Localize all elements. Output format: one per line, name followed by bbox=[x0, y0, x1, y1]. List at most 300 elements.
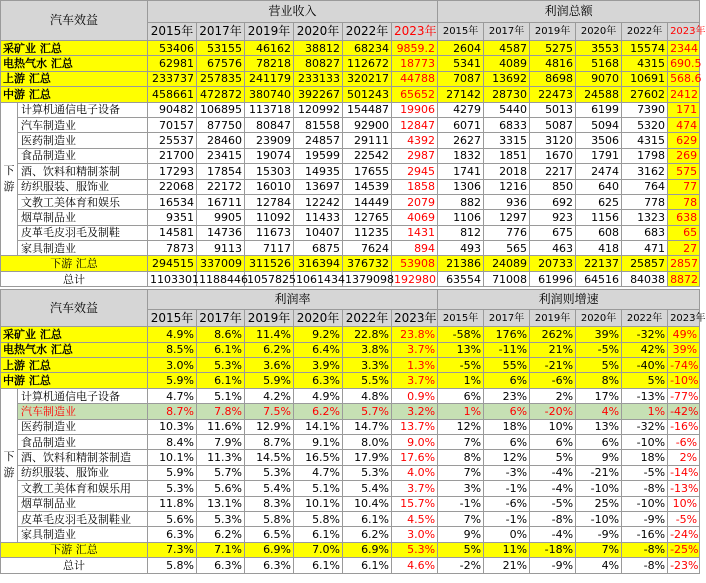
table-cell: 17293 bbox=[148, 164, 197, 179]
table-cell: 257835 bbox=[197, 71, 245, 86]
table-cell: 7087 bbox=[438, 71, 484, 86]
row-label: 纺织服装、服饰业 bbox=[18, 179, 148, 194]
year-header: 2017年 bbox=[484, 23, 530, 41]
table-cell: 6.1% bbox=[343, 558, 392, 573]
table-cell: 21% bbox=[530, 342, 576, 357]
table-cell: 269 bbox=[668, 148, 700, 163]
year-header: 2017年 bbox=[197, 23, 245, 41]
table-cell: 380740 bbox=[245, 87, 294, 102]
table-cell: 6.1% bbox=[197, 342, 245, 357]
table-row bbox=[1, 117, 700, 132]
table-cell: 7.1% bbox=[197, 542, 245, 557]
table-cell: -21% bbox=[530, 358, 576, 373]
table-cell: 5.3% bbox=[148, 481, 197, 496]
table-cell: 25% bbox=[576, 496, 622, 511]
table-cell: 3.7% bbox=[392, 342, 438, 357]
table-cell: 13697 bbox=[294, 179, 343, 194]
table-cell: 1791 bbox=[576, 148, 622, 163]
year-header: 2020年 bbox=[294, 23, 343, 41]
table-cell: 22473 bbox=[530, 87, 576, 102]
table-cell: 10691 bbox=[622, 71, 668, 86]
table-cell: 5.6% bbox=[197, 481, 245, 496]
table-cell: 13.7% bbox=[392, 419, 438, 434]
table-cell: 38812 bbox=[294, 41, 343, 56]
table-cell: -77% bbox=[668, 388, 700, 403]
table-cell: 11673 bbox=[245, 225, 294, 240]
table-cell: 22172 bbox=[197, 179, 245, 194]
table-row bbox=[1, 225, 700, 240]
table-cell: 14935 bbox=[294, 164, 343, 179]
table-cell: 25857 bbox=[622, 256, 668, 271]
table-cell: 7624 bbox=[343, 241, 392, 256]
table-cell: 10% bbox=[530, 419, 576, 434]
table-cell: 4069 bbox=[392, 210, 438, 225]
table-cell: 7.3% bbox=[148, 542, 197, 557]
table-cell: 7.8% bbox=[197, 404, 245, 419]
table-cell: 7873 bbox=[148, 241, 197, 256]
table-cell: 13692 bbox=[484, 71, 530, 86]
table-cell: -1% bbox=[484, 481, 530, 496]
table-cell: 1106 bbox=[438, 210, 484, 225]
table1-group-revenue: 营业收入 bbox=[148, 1, 438, 23]
table-cell: 8% bbox=[438, 450, 484, 465]
table-cell: 4.7% bbox=[294, 465, 343, 480]
table-cell: 24588 bbox=[576, 87, 622, 102]
profit-margin-table-bottom bbox=[0, 289, 706, 573]
table-row bbox=[1, 194, 700, 209]
table-cell: 6.1% bbox=[343, 511, 392, 526]
table-cell: 4315 bbox=[622, 133, 668, 148]
table-cell: -16% bbox=[668, 419, 700, 434]
table-cell: 6833 bbox=[484, 117, 530, 132]
table-row bbox=[1, 102, 700, 117]
table-cell: -18% bbox=[530, 542, 576, 557]
year-header: 2023年 bbox=[668, 310, 700, 327]
table-cell: 22137 bbox=[576, 256, 622, 271]
table-cell: 9.2% bbox=[294, 327, 343, 342]
table-cell: 5.3% bbox=[392, 542, 438, 557]
table-cell: -3% bbox=[484, 465, 530, 480]
table-cell: 10.1% bbox=[294, 496, 343, 511]
table-cell: -11% bbox=[484, 342, 530, 357]
table-row bbox=[1, 511, 700, 526]
table-cell: 9% bbox=[438, 527, 484, 542]
table-cell: 5.9% bbox=[245, 373, 294, 388]
table-cell: 3162 bbox=[622, 164, 668, 179]
table-cell: 2079 bbox=[392, 194, 438, 209]
table-cell: 9859.2 bbox=[392, 41, 438, 56]
row-label: 采矿业 汇总 bbox=[1, 41, 148, 56]
table-cell: 44788 bbox=[392, 71, 438, 86]
table-cell: 1% bbox=[438, 373, 484, 388]
table-cell: 49% bbox=[668, 327, 700, 342]
table-cell: 1306 bbox=[438, 179, 484, 194]
table-cell: -5% bbox=[438, 358, 484, 373]
table-cell: -1% bbox=[484, 511, 530, 526]
row-label: 酒、饮料和精制茶制 bbox=[18, 164, 148, 179]
table-cell: 6875 bbox=[294, 241, 343, 256]
table-cell: 5.8% bbox=[148, 558, 197, 573]
row-label: 上游 汇总 bbox=[1, 71, 148, 86]
table-cell: 113718 bbox=[245, 102, 294, 117]
table-cell: 458661 bbox=[148, 87, 197, 102]
table-cell: 5.8% bbox=[294, 511, 343, 526]
table-cell: 5275 bbox=[530, 41, 576, 56]
table-cell: 23.8% bbox=[392, 327, 438, 342]
table-cell: 6% bbox=[530, 434, 576, 449]
table-cell: 13% bbox=[576, 419, 622, 434]
table-cell: 20733 bbox=[530, 256, 576, 271]
table-cell: 4587 bbox=[484, 41, 530, 56]
year-header: 2020年 bbox=[576, 23, 622, 41]
table-cell: 690.5 bbox=[668, 56, 700, 71]
table-cell: 21700 bbox=[148, 148, 197, 163]
table-cell: 0% bbox=[484, 527, 530, 542]
row-label: 文教工美体育和娱乐 bbox=[18, 194, 148, 209]
table-cell: 5087 bbox=[530, 117, 576, 132]
table-cell: 80847 bbox=[245, 117, 294, 132]
table-cell: 337009 bbox=[197, 256, 245, 271]
table-cell: 8% bbox=[576, 373, 622, 388]
table-cell: 22068 bbox=[148, 179, 197, 194]
table-cell: 5320 bbox=[622, 117, 668, 132]
row-label: 计算机通信电子设备 bbox=[18, 102, 148, 117]
table-cell: 18773 bbox=[392, 56, 438, 71]
table-cell: -4% bbox=[530, 527, 576, 542]
table-cell: 17% bbox=[576, 388, 622, 403]
table-cell: 154487 bbox=[343, 102, 392, 117]
table-cell: 19599 bbox=[294, 148, 343, 163]
table-cell: 14.5% bbox=[245, 450, 294, 465]
table-cell: 9351 bbox=[148, 210, 197, 225]
table-row bbox=[1, 358, 700, 373]
year-header: 2019年 bbox=[530, 310, 576, 327]
table-cell: 11235 bbox=[343, 225, 392, 240]
table-row bbox=[1, 71, 700, 86]
row-label: 总计 bbox=[1, 558, 148, 573]
table-cell: 7% bbox=[438, 511, 484, 526]
table-cell: 4089 bbox=[484, 56, 530, 71]
table-cell: 46162 bbox=[245, 41, 294, 56]
table-cell: -32% bbox=[622, 327, 668, 342]
row-label: 采矿业 汇总 bbox=[1, 327, 148, 342]
table-cell: 10407 bbox=[294, 225, 343, 240]
table-cell: 68234 bbox=[343, 41, 392, 56]
table-cell: -5% bbox=[576, 342, 622, 357]
table-cell: 3% bbox=[438, 481, 484, 496]
row-label: 医药制造业 bbox=[18, 419, 148, 434]
table-cell: 4.9% bbox=[148, 327, 197, 342]
table-cell: 5.3% bbox=[343, 465, 392, 480]
table-cell: -10% bbox=[668, 373, 700, 388]
row-label: 医药制造业 bbox=[18, 133, 148, 148]
table-cell: 5.7% bbox=[197, 465, 245, 480]
table-cell: -14% bbox=[668, 465, 700, 480]
table-cell: 5.7% bbox=[343, 404, 392, 419]
table-cell: 8.0% bbox=[343, 434, 392, 449]
year-header: 2022年 bbox=[622, 23, 668, 41]
table-cell: -10% bbox=[576, 481, 622, 496]
table-cell: 474 bbox=[668, 117, 700, 132]
table-cell: 6199 bbox=[576, 102, 622, 117]
table-cell: 850 bbox=[530, 179, 576, 194]
table-cell: 4.6% bbox=[392, 558, 438, 573]
table-cell: 7% bbox=[438, 465, 484, 480]
table-cell: 5094 bbox=[576, 117, 622, 132]
table-cell: 1188446 bbox=[197, 271, 245, 286]
table-cell: 6% bbox=[576, 434, 622, 449]
table-cell: 22.8% bbox=[343, 327, 392, 342]
table-cell: 7117 bbox=[245, 241, 294, 256]
table-cell: 13.1% bbox=[197, 496, 245, 511]
table-row bbox=[1, 434, 700, 449]
table-cell: 4% bbox=[576, 558, 622, 573]
table-cell: 15303 bbox=[245, 164, 294, 179]
table-cell: 11.8% bbox=[148, 496, 197, 511]
table-cell: 9.0% bbox=[392, 434, 438, 449]
table-cell: 1832 bbox=[438, 148, 484, 163]
table-cell: -4% bbox=[530, 481, 576, 496]
table-cell: 17655 bbox=[343, 164, 392, 179]
table-cell: 6.1% bbox=[294, 558, 343, 573]
table-cell: 501243 bbox=[343, 87, 392, 102]
table-cell: 5% bbox=[530, 450, 576, 465]
table-cell: 18% bbox=[622, 450, 668, 465]
table-cell: 233133 bbox=[294, 71, 343, 86]
table-cell: 11.3% bbox=[197, 450, 245, 465]
table-cell: 262% bbox=[530, 327, 576, 342]
table-cell: 472872 bbox=[197, 87, 245, 102]
table-cell: 6.2% bbox=[343, 527, 392, 542]
table-cell: 80827 bbox=[294, 56, 343, 71]
table-cell: 23909 bbox=[245, 133, 294, 148]
table-cell: 2217 bbox=[530, 164, 576, 179]
table-cell: 14736 bbox=[197, 225, 245, 240]
row-label: 食品制造业 bbox=[18, 148, 148, 163]
year-header: 2015年 bbox=[438, 310, 484, 327]
table-cell: 608 bbox=[576, 225, 622, 240]
table-cell: 23% bbox=[484, 388, 530, 403]
table-cell: 9% bbox=[576, 450, 622, 465]
table-cell: -4% bbox=[530, 465, 576, 480]
table-cell: 14.1% bbox=[294, 419, 343, 434]
table-cell: 27602 bbox=[622, 87, 668, 102]
year-header: 2022年 bbox=[343, 310, 392, 327]
table-cell: 1156 bbox=[576, 210, 622, 225]
table-cell: 18% bbox=[484, 419, 530, 434]
table-cell: 53155 bbox=[197, 41, 245, 56]
table-cell: 5440 bbox=[484, 102, 530, 117]
table-cell: 7% bbox=[438, 434, 484, 449]
table-cell: 27142 bbox=[438, 87, 484, 102]
table-cell: 5.6% bbox=[148, 511, 197, 526]
table2-group-growth: 利润则增速 bbox=[438, 290, 700, 310]
table-cell: 3.2% bbox=[392, 404, 438, 419]
table-cell: 64516 bbox=[576, 271, 622, 286]
table-cell: 463 bbox=[530, 241, 576, 256]
table-cell: 17.6% bbox=[392, 450, 438, 465]
table-cell: 776 bbox=[484, 225, 530, 240]
table-cell: 16711 bbox=[197, 194, 245, 209]
row-label: 酒、饮料和精制茶制造 bbox=[18, 450, 148, 465]
table-cell: 1379098 bbox=[343, 271, 392, 286]
table-cell: 62981 bbox=[148, 56, 197, 71]
table-cell: 4% bbox=[576, 404, 622, 419]
table-cell: 27 bbox=[668, 241, 700, 256]
table-cell: 1851 bbox=[484, 148, 530, 163]
year-header: 2023年 bbox=[668, 23, 700, 41]
table-cell: 71008 bbox=[484, 271, 530, 286]
table-cell: 565 bbox=[484, 241, 530, 256]
row-label: 汽车制造业 bbox=[18, 404, 148, 419]
table-cell: 63554 bbox=[438, 271, 484, 286]
table-cell: 3.7% bbox=[392, 373, 438, 388]
table-cell: 6.4% bbox=[294, 342, 343, 357]
table-cell: 24857 bbox=[294, 133, 343, 148]
table-cell: 19074 bbox=[245, 148, 294, 163]
table-cell: 6% bbox=[484, 434, 530, 449]
table-cell: 3553 bbox=[576, 41, 622, 56]
table-cell: 39% bbox=[576, 327, 622, 342]
table-cell: 812 bbox=[438, 225, 484, 240]
table-cell: 3.0% bbox=[148, 358, 197, 373]
table-cell: 8.5% bbox=[148, 342, 197, 357]
table-cell: 21386 bbox=[438, 256, 484, 271]
table-cell: 9.1% bbox=[294, 434, 343, 449]
table-cell: -6% bbox=[530, 373, 576, 388]
table-cell: 1323 bbox=[622, 210, 668, 225]
table-cell: 2857 bbox=[668, 256, 700, 271]
row-label: 食品制造业 bbox=[18, 434, 148, 449]
year-header: 2017年 bbox=[484, 310, 530, 327]
table-cell: 6.2% bbox=[245, 342, 294, 357]
table-row bbox=[1, 419, 700, 434]
table-cell: 1741 bbox=[438, 164, 484, 179]
table-cell: 92900 bbox=[343, 117, 392, 132]
table-cell: 70157 bbox=[148, 117, 197, 132]
table-cell: 3.0% bbox=[392, 527, 438, 542]
table-cell: 638 bbox=[668, 210, 700, 225]
row-label: 下游 汇总 bbox=[1, 542, 148, 557]
table-cell: 78218 bbox=[245, 56, 294, 71]
row-label: 纺织服装、服饰业 bbox=[18, 465, 148, 480]
table-cell: 4279 bbox=[438, 102, 484, 117]
table-row bbox=[1, 388, 700, 403]
table-cell: 6.3% bbox=[294, 373, 343, 388]
table-cell: 392267 bbox=[294, 87, 343, 102]
row-label: 文教工美体育和娱乐用 bbox=[18, 481, 148, 496]
table-cell: 12242 bbox=[294, 194, 343, 209]
table-cell: 12784 bbox=[245, 194, 294, 209]
table-cell: 9905 bbox=[197, 210, 245, 225]
table-row bbox=[1, 87, 700, 102]
table-cell: 6% bbox=[484, 404, 530, 419]
table-cell: 625 bbox=[576, 194, 622, 209]
table-cell: -8% bbox=[622, 481, 668, 496]
table-cell: 14.7% bbox=[343, 419, 392, 434]
table-cell: 764 bbox=[622, 179, 668, 194]
row-label: 电热气水 汇总 bbox=[1, 342, 148, 357]
table-cell: 294515 bbox=[148, 256, 197, 271]
table-cell: 936 bbox=[484, 194, 530, 209]
table-cell: 4315 bbox=[622, 56, 668, 71]
table-cell: 923 bbox=[530, 210, 576, 225]
table-row bbox=[1, 465, 700, 480]
table-cell: 7.9% bbox=[197, 434, 245, 449]
table-row bbox=[1, 558, 700, 573]
table-cell: -9% bbox=[576, 527, 622, 542]
table-cell: 2% bbox=[668, 450, 700, 465]
table-cell: 6.1% bbox=[197, 373, 245, 388]
table-cell: 78 bbox=[668, 194, 700, 209]
row-label: 计算机通信电子设备 bbox=[18, 388, 148, 403]
table-cell: 10.3% bbox=[148, 419, 197, 434]
year-header: 2019年 bbox=[245, 310, 294, 327]
downstream-side-label: 下游 bbox=[1, 388, 18, 542]
table-cell: 2344 bbox=[668, 41, 700, 56]
table-cell: 3.8% bbox=[343, 342, 392, 357]
table-cell: 7390 bbox=[622, 102, 668, 117]
table-cell: 1216 bbox=[484, 179, 530, 194]
table-cell: 5.8% bbox=[245, 511, 294, 526]
year-header: 2019年 bbox=[530, 23, 576, 41]
row-label: 皮革毛皮羽毛及制鞋 bbox=[18, 225, 148, 240]
table-cell: 13% bbox=[438, 342, 484, 357]
table-cell: 8.7% bbox=[245, 434, 294, 449]
table-cell: 14539 bbox=[343, 179, 392, 194]
table-cell: 15574 bbox=[622, 41, 668, 56]
table-cell: 5.4% bbox=[343, 481, 392, 496]
table-row bbox=[1, 164, 700, 179]
row-label: 汽车制造业 bbox=[18, 117, 148, 132]
table2-group-margin: 利润率 bbox=[148, 290, 438, 310]
table-cell: 55% bbox=[484, 358, 530, 373]
table-cell: -5% bbox=[530, 496, 576, 511]
table-cell: 11.6% bbox=[197, 419, 245, 434]
table-cell: 6% bbox=[438, 388, 484, 403]
table-cell: 12% bbox=[484, 450, 530, 465]
table-cell: 8.6% bbox=[197, 327, 245, 342]
table-cell: 5.5% bbox=[343, 373, 392, 388]
table-cell: -32% bbox=[622, 419, 668, 434]
table-cell: 87750 bbox=[197, 117, 245, 132]
table-cell: -6% bbox=[668, 434, 700, 449]
table-cell: 171 bbox=[668, 102, 700, 117]
table-cell: 2018 bbox=[484, 164, 530, 179]
table-cell: 7% bbox=[576, 542, 622, 557]
table-row bbox=[1, 256, 700, 271]
table-cell: 2604 bbox=[438, 41, 484, 56]
table-cell: -8% bbox=[622, 558, 668, 573]
table-cell: 61996 bbox=[530, 271, 576, 286]
table-row bbox=[1, 271, 700, 286]
table-row bbox=[1, 41, 700, 56]
table-cell: 106895 bbox=[197, 102, 245, 117]
table-cell: 3.3% bbox=[343, 358, 392, 373]
table-cell: 10.1% bbox=[148, 450, 197, 465]
table-cell: 176% bbox=[484, 327, 530, 342]
table-cell: 192980 bbox=[392, 271, 438, 286]
table-cell: 1858 bbox=[392, 179, 438, 194]
table-row bbox=[1, 241, 700, 256]
table-cell: 2474 bbox=[576, 164, 622, 179]
table-cell: 2% bbox=[530, 388, 576, 403]
table-cell: 4816 bbox=[530, 56, 576, 71]
table-cell: -9% bbox=[530, 558, 576, 573]
table-cell: 5% bbox=[622, 373, 668, 388]
row-label: 家具制造业 bbox=[18, 527, 148, 542]
table-cell: 1.3% bbox=[392, 358, 438, 373]
